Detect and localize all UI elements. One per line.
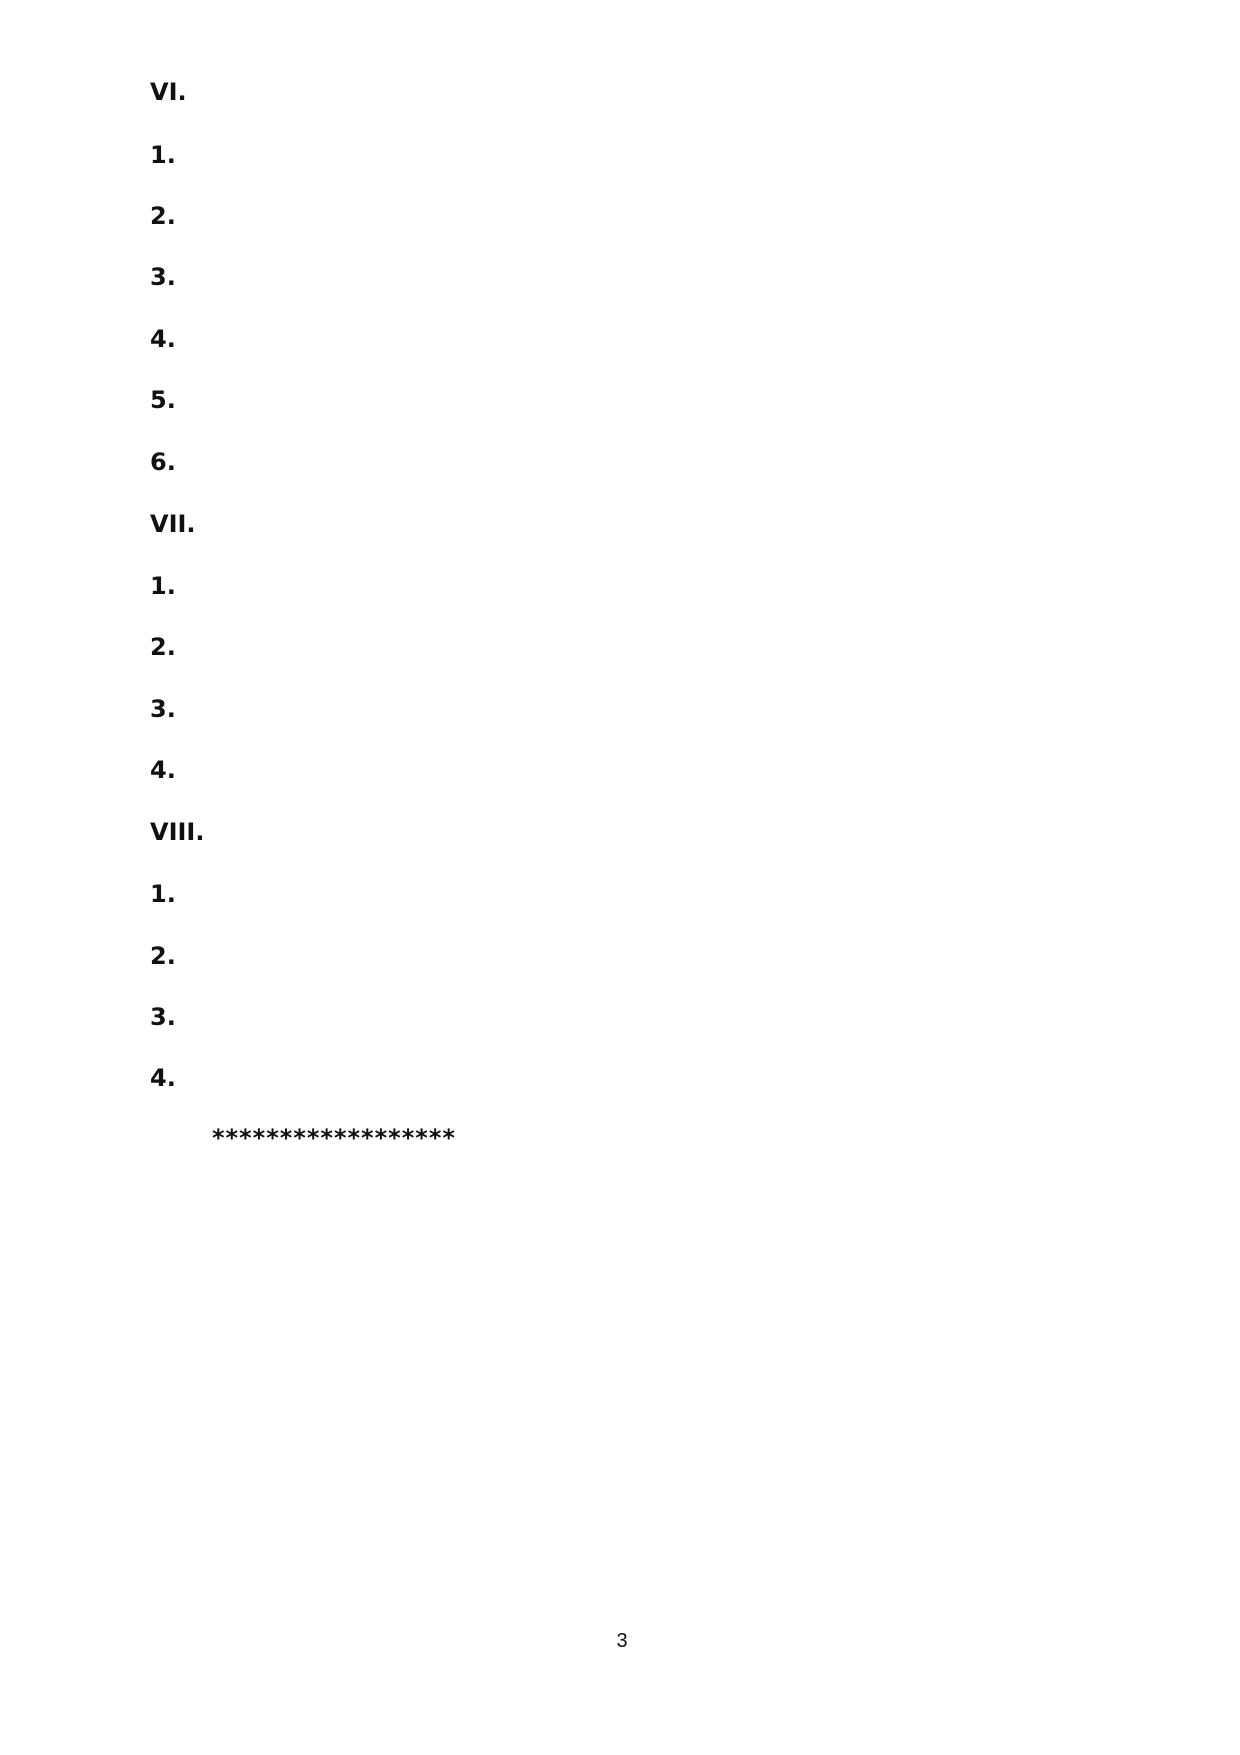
item-number: 4. bbox=[150, 325, 176, 353]
section-heading-viii: VIII. bbox=[150, 818, 205, 846]
list-item bbox=[150, 1003, 184, 1031]
list-item bbox=[150, 386, 184, 414]
list-item bbox=[150, 633, 184, 661]
item-number: 2. bbox=[150, 202, 176, 230]
item-number: 3. bbox=[150, 1003, 176, 1031]
list-item bbox=[150, 880, 184, 908]
section-heading-vi: VI. bbox=[150, 78, 187, 106]
list-item bbox=[150, 695, 184, 723]
list-item bbox=[150, 942, 184, 970]
separator-stars: ****************** bbox=[212, 1124, 456, 1152]
item-number: 1. bbox=[150, 141, 176, 169]
list-item bbox=[150, 448, 184, 476]
item-number: 5. bbox=[150, 386, 176, 414]
list-item bbox=[150, 572, 184, 600]
item-number: 1. bbox=[150, 880, 176, 908]
list-item bbox=[150, 202, 184, 230]
item-number: 4. bbox=[150, 756, 176, 784]
item-number: 3. bbox=[150, 263, 176, 291]
item-number: 6. bbox=[150, 448, 176, 476]
item-number: 4. bbox=[150, 1064, 176, 1092]
list-item bbox=[150, 1064, 184, 1092]
item-number: 1. bbox=[150, 572, 176, 600]
section-heading-vii: VII. bbox=[150, 510, 196, 538]
page-number: 3 bbox=[616, 1630, 628, 1652]
list-item bbox=[150, 325, 184, 353]
item-number: 2. bbox=[150, 942, 176, 970]
list-item bbox=[150, 263, 184, 291]
item-number: 3. bbox=[150, 695, 176, 723]
item-number: 2. bbox=[150, 633, 176, 661]
list-item bbox=[150, 141, 184, 169]
list-item bbox=[150, 756, 184, 784]
